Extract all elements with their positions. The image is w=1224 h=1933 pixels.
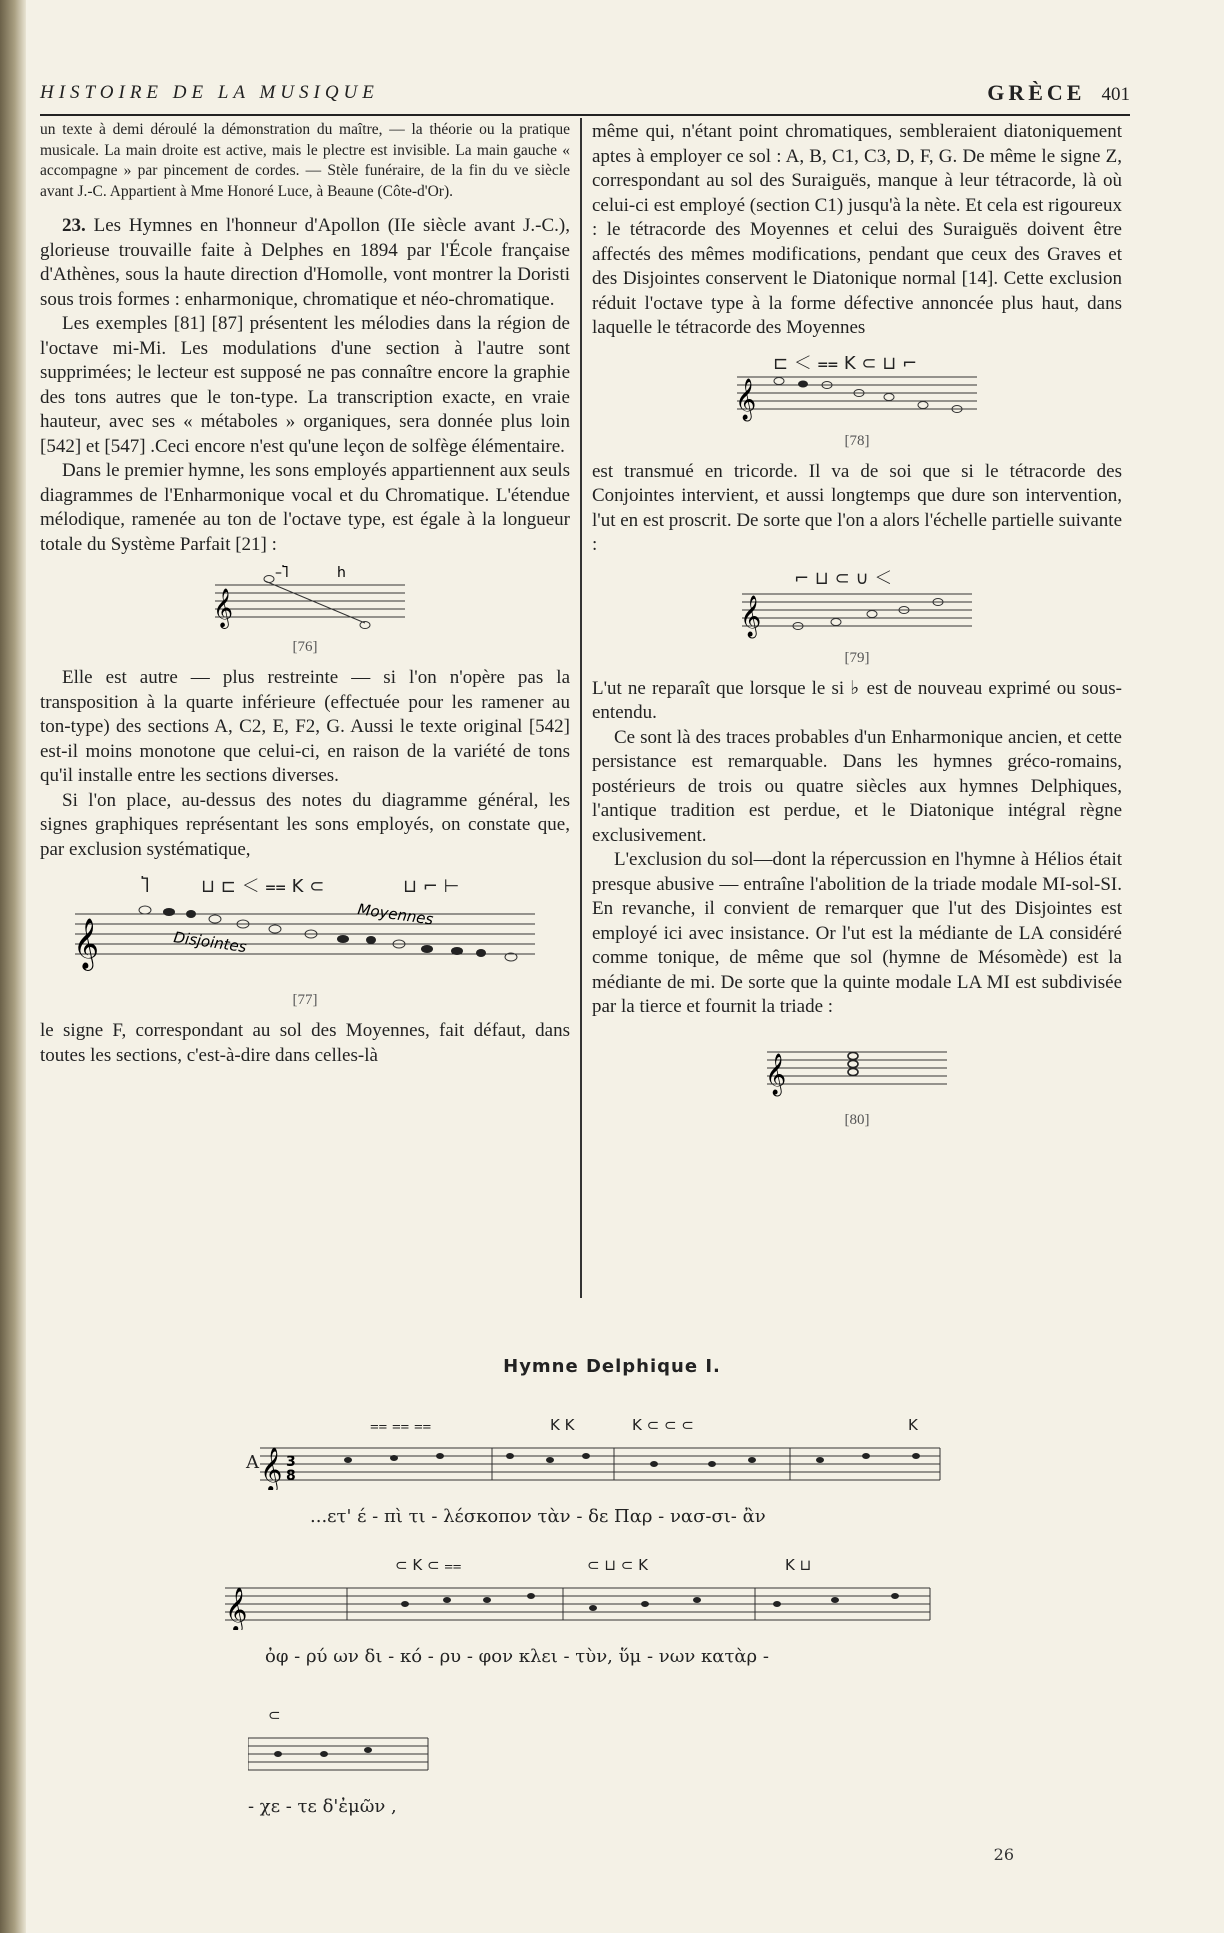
lyrics-line-1: ...ετ' έ - πὶ τι - λέσκοπον τὰν - δε Παρ - νασ-σι- ἂν (310, 1506, 766, 1527)
paragraph: Si l'on place, au-dessus des notes du diagramme général, les signes graphiques représentant les sons employés, on constate que, par exclusion systématique, (40, 789, 570, 860)
paragraph (40, 214, 570, 312)
lyrics-line-3: - χε - τε δ'ἐμῶν , (248, 1796, 397, 1817)
treble-clef-icon: 𝄞 (213, 588, 234, 628)
header-section-title: GRÈCE (987, 80, 1086, 105)
treble-clef-icon: 𝄞 (735, 378, 757, 420)
music-example-79 (732, 566, 982, 646)
staff-80 (757, 1034, 957, 1108)
triad-chord (848, 1052, 858, 1075)
staff-hymn-3 (248, 1700, 448, 1780)
music-example-76 (195, 565, 415, 635)
hymn-system-2 (225, 1550, 950, 1667)
figure-number: [79] (844, 649, 870, 666)
figure-number: [77] (292, 992, 318, 1008)
header-section (987, 80, 1130, 106)
greek-sign: h (337, 565, 346, 581)
header-book-title: HISTOIRE DE LA MUSIQUE (40, 82, 379, 103)
paragraph: même qui, n'étant point chromatiques, sembleraient diatoniquement aptes à employer ce sol : A, B, C1, C3, D, F, G. De même le signe Z, correspondant au sol des Suraiguës, manque à leur tétracorde, là où celui-ci est employé (section C1) jusqu'à la nète. Et cela est rigoureux : le tétracorde des Moyennes et celui des Suraiguës doivent être affectés des mêmes modifications, pendant que ceux des Graves et des Disjointes conservent le Diatonique normal [14]. Cette exclusion réduit l'octave type à la forme défective annoncée plus haut, dans laquelle le tétracorde des Moyennes (592, 121, 1122, 338)
signature-mark: 26 (993, 1845, 1014, 1864)
staff-77 (65, 870, 545, 988)
staff-79 (732, 566, 982, 646)
image-caption: un texte à demi déroulé la démonstration du maître, — la théorie ou la pratique musicale. La main droite est active, mais le plectre est invisible. La main gauche « accompagne » par pincement de cordes. — Stèle funéraire, de la fin du ve siècle avant J.-C. Appartient à Mme Honoré Luce, à Beaune (Côte-d'Or). (40, 121, 570, 200)
figure-number: [78] (844, 432, 870, 449)
hymn-title: Hymne Delphique I. (503, 1356, 721, 1377)
treble-clef-icon: 𝄞 (260, 1447, 283, 1490)
svg-text:K ⊂ ⊂ ⊂: K ⊂ ⊂ ⊂ (632, 1416, 694, 1434)
label-disjointes: Disjointes (172, 928, 248, 957)
greek-sign: –Ⴈ (275, 565, 289, 581)
svg-text:⊔ ⌐ ⊢: ⊔ ⌐ ⊢ (403, 876, 460, 897)
treble-clef-icon: 𝄞 (73, 918, 100, 969)
greek-signs (141, 876, 459, 897)
greek-signs: ⊂ (268, 1706, 281, 1724)
binding-shadow (0, 0, 26, 1933)
left-column (40, 120, 570, 1068)
section-label: A (246, 1452, 259, 1473)
greek-signs: ⌐ ⊔ ⊂ ∪ ＜ (794, 567, 893, 589)
music-example-78 (727, 349, 987, 429)
svg-text:K ⊔: K ⊔ (785, 1556, 812, 1574)
music-example-80 (757, 1034, 957, 1108)
page-number: 401 (1101, 84, 1130, 105)
svg-text:Ⴈ: Ⴈ (141, 876, 150, 897)
svg-text:K K: K K (550, 1416, 575, 1434)
staff-76 (195, 565, 415, 635)
section-number: 23. (62, 215, 86, 236)
notes (274, 1747, 372, 1757)
figure-number: [80] (844, 1111, 870, 1128)
hymn-system-1 (246, 1410, 950, 1527)
svg-text:⊂ ⊔ ⊂ K: ⊂ ⊔ ⊂ K (587, 1556, 648, 1574)
greek-signs (370, 1416, 919, 1434)
staff-78 (727, 349, 987, 429)
notes (774, 377, 962, 412)
notes (344, 1453, 920, 1467)
right-column (592, 120, 1122, 1139)
treble-clef-icon: 𝄞 (225, 1587, 248, 1630)
paragraph-text: Les Hymnes en l'honneur d'Apollon (IIe siècle avant J.-C.), glorieuse trouvaille faite à Delphes en 1894 par l'École française d'Athènes, sous la haute direction d'Homolle, vont montrer la Doristi sous trois formes : enharmonique, chromatique et néo-chromatique. (40, 215, 571, 310)
column-divider (580, 118, 582, 1298)
greek-signs: ⊏ ＜ ⩵ K ⊂ ⊔ ⌐ (773, 352, 918, 374)
running-header (40, 80, 1130, 112)
lyrics-line-2: ὀφ - ρύ ων δι - κό - ρυ - φον κλει - τὺν, ὕμ - νων κατὰρ - (265, 1646, 769, 1667)
label-moyennes: Moyennes (356, 900, 435, 929)
header-rule (40, 114, 1130, 116)
staff-hymn-2 (225, 1550, 950, 1630)
svg-text:⊔ ⊏ ＜ ⩵ K ⊂: ⊔ ⊏ ＜ ⩵ K ⊂ (201, 876, 325, 897)
paragraph: L'exclusion du sol—dont la répercussion en l'hymne à Hélios était presque abusive — entraîne l'abolition de la triade modale MI-sol-SI. En revanche, il convient de remarquer que l'ut des Disjointes est employé ici avec insistance. Or l'ut est la médiante de LA considéré comme tonique, de même que sol (hymne de Mésomède) est la médiante de mi. De sorte que la quinte modale LA MI est subdivisée par la tierce et fournit la triade : (592, 849, 1122, 1017)
notes (793, 598, 943, 629)
staff-hymn-1 (260, 1410, 960, 1490)
paragraph: L'ut ne reparaît que lorsque le si ♭ est de nouveau exprimé ou sous-entendu. (592, 677, 1122, 723)
paragraph: Ce sont là des traces probables d'un Enharmonique ancien, et cette persistance est remarquable. Dans les hymnes gréco-romains, postérieurs de trois ou quatre siècles aux hymnes Delphiques, l'antique tradition est perdue, et le Diatonique intégral règne exclusivement. (592, 726, 1122, 846)
paragraph: Dans le premier hymne, les sons employés appartiennent aux seuls diagrammes de l'Enharmonique vocal et du Chromatique. L'étendue mélodique, ramenée au ton de l'octave type, est égale à la longueur totale du Système Parfait [21] : (40, 460, 570, 555)
paragraph: Elle est autre — plus restreinte — si l'on n'opère pas la transposition à la quarte inférieure (effectuée pour les ramener au ton-type) des sections A, C2, E, F2, G. Aussi le texte original [542] est-il moins monotone que celui-ci, en raison de la variété de tons qu'il installe entre les sections diverses. (40, 667, 570, 786)
svg-text:K: K (908, 1416, 918, 1434)
figure-number: [76] (292, 639, 318, 655)
note (264, 576, 274, 583)
svg-text:⊂ K ⊂ ⩵: ⊂ K ⊂ ⩵ (395, 1556, 462, 1574)
svg-text:⩵ ⩵ ⩵: ⩵ ⩵ ⩵ (370, 1416, 432, 1434)
time-signature: 8 (286, 1468, 296, 1484)
paragraph: est transmué en tricorde. Il va de soi que si le tétracorde des Conjointes intervient, et aussi longtemps que dure son intervention, l'ut en est proscrit. De sorte que l'on a alors l'échelle partielle suivante : (592, 460, 1122, 555)
paragraph: le signe F, correspondant au sol des Moyennes, fait défaut, dans toutes les sections, c'est-à-dire dans celles-là (40, 1020, 570, 1066)
treble-clef-icon: 𝄞 (740, 595, 762, 637)
time-signature: 3 (286, 1454, 296, 1470)
greek-signs (395, 1556, 811, 1574)
treble-clef-icon: 𝄞 (765, 1053, 787, 1095)
music-example-77 (65, 870, 545, 988)
hymn-system-3 (230, 1700, 430, 1817)
paragraph: Les exemples [81] [87] présentent les mélodies dans la région de l'octave mi-Mi. Les modulations d'une section à l'autre sont supprimées; le lecteur est supposé ne pas connaître encore la graphie des tons autres que le ton-type. La transcription exacte, en vraie hauteur, avec ses « métaboles » organiques, sera donnée plus loin [542] et [547] .Ceci encore n'est qu'une leçon de solfège élémentaire. (40, 313, 570, 457)
